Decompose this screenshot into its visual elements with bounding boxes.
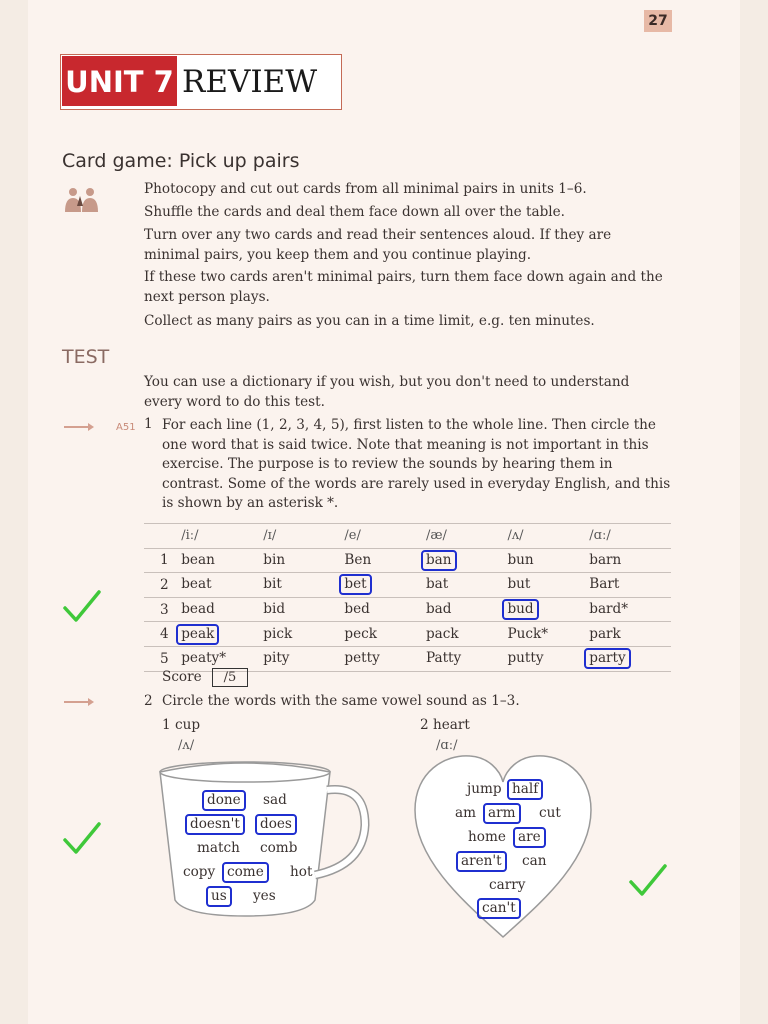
table-cell bbox=[426, 622, 508, 647]
word: am bbox=[455, 805, 476, 821]
heart-ipa: /ɑː/ bbox=[436, 738, 458, 753]
table-cell bbox=[263, 622, 344, 647]
circled-word: can't bbox=[477, 898, 521, 919]
word: can bbox=[522, 853, 547, 869]
table-cell bbox=[344, 622, 426, 647]
word: jump bbox=[467, 781, 502, 797]
word: Patty bbox=[425, 650, 462, 667]
word: sad bbox=[263, 792, 287, 808]
word: bit bbox=[263, 576, 282, 593]
card-game-step-5: Collect as many pairs as you can in a time limit, e.g. ten minutes. bbox=[144, 313, 595, 329]
word: bid bbox=[263, 601, 286, 618]
card-game-step-3: Turn over any two cards and read their sentences aloud. If they are minimal pairs, you keep them and you continue playing. bbox=[144, 227, 612, 263]
score-label: Score bbox=[162, 669, 202, 685]
word: bin bbox=[263, 551, 286, 568]
table-header-cell: /e/ bbox=[344, 524, 426, 549]
table-header-cell: /æ/ bbox=[426, 524, 508, 549]
row-number: 3 bbox=[144, 597, 181, 622]
word: hot bbox=[290, 864, 313, 880]
circled-word: come bbox=[222, 862, 269, 883]
table-cell bbox=[263, 597, 344, 622]
key-arrow-icon bbox=[64, 697, 94, 707]
word: putty bbox=[507, 650, 544, 667]
table-cell bbox=[589, 597, 671, 622]
table-row bbox=[144, 573, 671, 598]
question-2-number: 2 bbox=[144, 693, 153, 709]
card-game-step-4: If these two cards aren't minimal pairs, turn them face down again and the next person plays. bbox=[144, 269, 663, 305]
circled-word: aren't bbox=[456, 851, 507, 872]
cup-label: 1 cup bbox=[162, 717, 201, 733]
circled-word: party bbox=[584, 648, 630, 669]
table-cell bbox=[507, 597, 589, 622]
circled-word: arm bbox=[483, 803, 521, 824]
unit-label: UNIT 7 bbox=[62, 56, 177, 106]
question-2-text: Circle the words with the same vowel sound as 1–3. bbox=[162, 693, 520, 709]
card-game-step-2: Shuffle the cards and deal them face down all over the table. bbox=[144, 204, 565, 220]
table-cell bbox=[263, 646, 344, 671]
word: cut bbox=[539, 805, 561, 821]
word: pity bbox=[263, 650, 290, 667]
unit-title: REVIEW bbox=[182, 64, 318, 100]
word: barn bbox=[589, 551, 622, 568]
card-game-step-1: Photocopy and cut out cards from all minimal pairs in units 1–6. bbox=[144, 181, 587, 197]
word: bat bbox=[425, 576, 449, 593]
score-line bbox=[162, 668, 248, 687]
table-cell bbox=[181, 573, 263, 598]
word: peck bbox=[344, 625, 378, 642]
circled-word: half bbox=[507, 779, 543, 800]
circled-word: does bbox=[255, 814, 297, 835]
table-cell bbox=[507, 573, 589, 598]
table-cell bbox=[507, 548, 589, 573]
row-number: 5 bbox=[144, 646, 181, 671]
word: bead bbox=[181, 601, 215, 618]
page-number: 27 bbox=[644, 10, 672, 32]
question-1-number: 1 bbox=[144, 416, 153, 432]
table-cell bbox=[589, 573, 671, 598]
word: copy bbox=[183, 864, 216, 880]
card-game-heading: Card game: Pick up pairs bbox=[62, 150, 300, 172]
table-cell bbox=[263, 573, 344, 598]
table-row bbox=[144, 597, 671, 622]
table-header-cell bbox=[144, 524, 181, 549]
word: Bart bbox=[589, 576, 620, 593]
check-mark-icon bbox=[62, 820, 102, 860]
table-header-cell: /ʌ/ bbox=[507, 524, 589, 549]
circled-word: bet bbox=[339, 574, 371, 595]
word: pack bbox=[425, 625, 459, 642]
circled-word: bud bbox=[502, 599, 538, 620]
word: bun bbox=[507, 551, 534, 568]
table-cell bbox=[344, 548, 426, 573]
table-cell bbox=[181, 548, 263, 573]
word: home bbox=[468, 829, 506, 845]
word: bed bbox=[344, 601, 370, 618]
check-mark-icon bbox=[628, 862, 668, 902]
circled-word: are bbox=[513, 827, 546, 848]
table-cell bbox=[426, 548, 508, 573]
table-cell bbox=[181, 622, 263, 647]
cup-ipa: /ʌ/ bbox=[178, 738, 195, 753]
people-icon bbox=[62, 186, 102, 212]
table-cell bbox=[181, 597, 263, 622]
table-cell bbox=[589, 548, 671, 573]
audio-track-ref: A51 bbox=[116, 422, 136, 433]
word: beat bbox=[181, 576, 212, 593]
score-box: /5 bbox=[212, 668, 248, 687]
word: petty bbox=[344, 650, 380, 667]
table-cell bbox=[344, 646, 426, 671]
circled-word: doesn't bbox=[185, 814, 245, 835]
table-cell bbox=[263, 548, 344, 573]
table-cell bbox=[344, 573, 426, 598]
circled-word: us bbox=[206, 886, 232, 907]
table-cell bbox=[507, 622, 589, 647]
word: bad bbox=[425, 601, 452, 618]
table-cell bbox=[589, 646, 671, 671]
table-cell bbox=[426, 646, 508, 671]
word: comb bbox=[260, 840, 298, 856]
table-header-cell: /ɑː/ bbox=[589, 524, 671, 549]
key-arrow-icon bbox=[64, 422, 94, 432]
table-cell bbox=[344, 597, 426, 622]
table-cell bbox=[507, 646, 589, 671]
word: pick bbox=[263, 625, 293, 642]
table-cell bbox=[589, 622, 671, 647]
table-cell bbox=[426, 573, 508, 598]
table-cell bbox=[426, 597, 508, 622]
minimal-pairs-table bbox=[144, 523, 671, 672]
table-row bbox=[144, 622, 671, 647]
word: park bbox=[589, 625, 621, 642]
check-mark-icon bbox=[62, 588, 102, 628]
word: bean bbox=[181, 551, 215, 568]
table-header-row bbox=[144, 524, 671, 549]
test-heading: TEST bbox=[62, 346, 110, 368]
word: but bbox=[507, 576, 531, 593]
word: carry bbox=[489, 877, 526, 893]
word: match bbox=[197, 840, 240, 856]
word: Ben bbox=[344, 551, 372, 568]
word: peaty* bbox=[181, 650, 227, 667]
circled-word: done bbox=[202, 790, 246, 811]
row-number: 4 bbox=[144, 622, 181, 647]
circled-word: ban bbox=[421, 550, 457, 571]
heart-label: 2 heart bbox=[420, 717, 470, 733]
table-row bbox=[144, 548, 671, 573]
word: yes bbox=[253, 888, 276, 904]
row-number: 1 bbox=[144, 548, 181, 573]
question-1-text: For each line (1, 2, 3, 4, 5), first listen to the whole line. Then circle the one word that is said twice. Note that meaning is not important in this exercise. The purpose is to review the sounds by hearing them in contrast. Some of the words are rarely used in everyday English, and this is shown by an asterisk *. bbox=[162, 417, 671, 511]
row-number: 2 bbox=[144, 573, 181, 598]
table-header-cell: /ɪ/ bbox=[263, 524, 344, 549]
test-intro: You can use a dictionary if you wish, but you don't need to understand every word to do this test. bbox=[144, 374, 630, 410]
circled-word: peak bbox=[176, 624, 219, 645]
table-header-cell: /iː/ bbox=[181, 524, 263, 549]
word: bard* bbox=[589, 601, 629, 618]
word: Puck* bbox=[507, 625, 548, 642]
